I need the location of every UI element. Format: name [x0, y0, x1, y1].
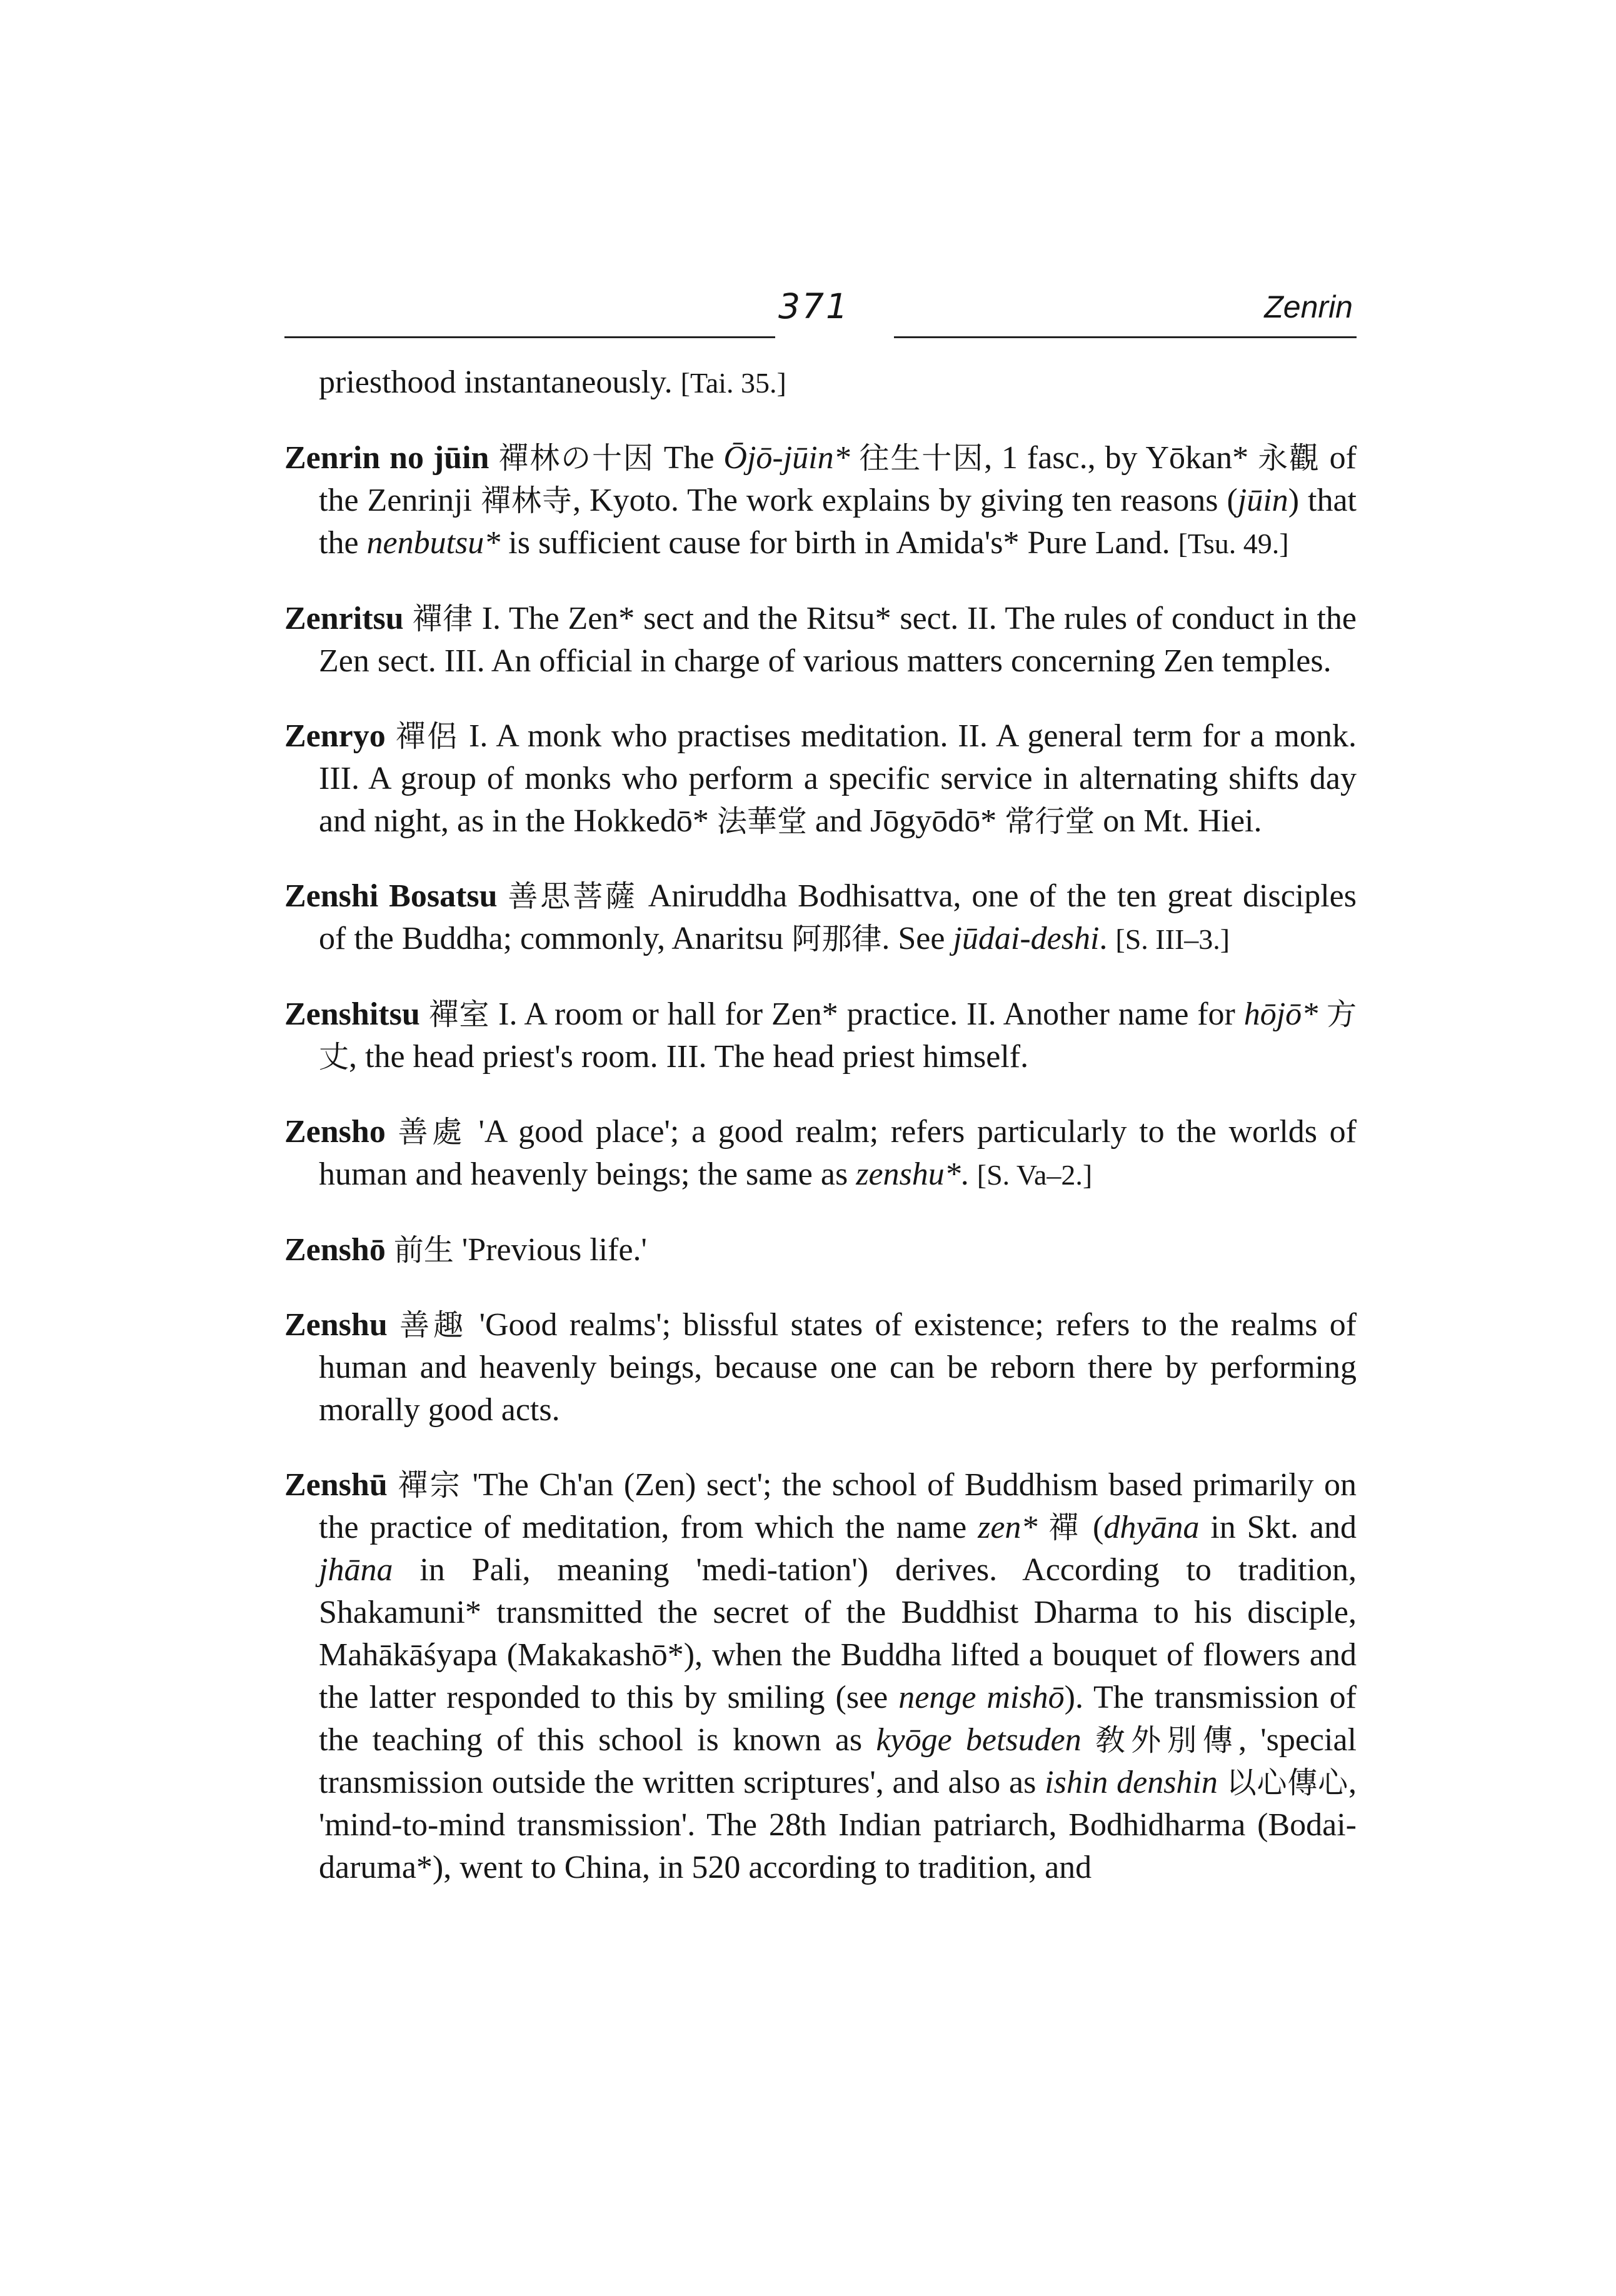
entry-zenrin-no-juin: Zenrin no jūin 禪林の十因 The Ōjō-jūin* 往生十因, 1 fasc., by Yōkan* 永觀 of the Zenrinji 禪林寺, Kyoto. The work explains by giving ten reasons (jūin) that the nenbutsu* is sufficient cause for birth in Amida's* Pure Land. [Tsu. 49.]: [284, 440, 1357, 561]
headword: Zenshū: [284, 1467, 388, 1503]
running-head: Zenrin: [1264, 289, 1353, 324]
headword-kanji: 禪林の十因: [498, 441, 655, 476]
headword: Zenshi Bosatsu: [284, 878, 498, 914]
headword: Zenrin no jūin: [284, 440, 489, 476]
headword: Zenritsu: [284, 601, 404, 636]
header-rule-left: [284, 336, 775, 338]
entry-zensho-previous-life: Zenshō 前生 'Previous life.': [284, 1232, 647, 1268]
headword-kanji: 禪室: [428, 997, 490, 1032]
headword-kanji: 前生: [393, 1233, 454, 1268]
headword-kanji: 禪宗: [398, 1468, 463, 1503]
entry-zensho: Zensho 善處 'A good place'; a good realm; refers particularly to the worlds of human and heavenly beings; the same as zenshu*. [S. Va–2.]: [284, 1114, 1357, 1192]
dictionary-text: [284, 361, 1357, 1900]
page-header: [284, 274, 1357, 343]
entry-zenshu-sect: Zenshū 禪宗 'The Ch'an (Zen) sect'; the school of Buddhism based primarily on the practice of meditation, from which the name zen* 禪 (dhyāna in Skt. and jhāna in Pali, meaning 'medi-tation') derives. According to tradition, Shakamuni* transmitted the secret of the Buddhist Dharma to his disciple, Mahākāśyapa (Makakashō*), when the Buddha lifted a bouquet of flowers and the latter responded to this by smiling (see nenge mishō). The transmission of the teaching of this school is known as kyōge betsuden 敎外別傳, 'special transmission outside the written scriptures', and also as ishin denshin 以心傳心, 'mind-to-mind transmission'. The 28th Indian patriarch, Bodhidharma (Bodai-daruma*), went to China, in 520 according to tradition, and: [284, 1467, 1357, 1885]
entry-zenshitsu: Zenshitsu 禪室 I. A room or hall for Zen* practice. II. Another name for hōjō* 方丈, the head priest's room. III. The head priest himself.: [284, 996, 1357, 1075]
headword: Zenryo: [284, 718, 386, 754]
headword: Zenshu: [284, 1307, 388, 1343]
entry-zenritsu: Zenritsu 禪律 I. The Zen* sect and the Ritsu* sect. II. The rules of conduct in the Zen sect. III. An official in charge of various matters concerning Zen temples.: [284, 601, 1357, 679]
page-number: 371: [778, 286, 850, 326]
headword: Zensho: [284, 1114, 386, 1150]
entry-zenshi-bosatsu: Zenshi Bosatsu 善思菩薩 Aniruddha Bodhisattva, one of the ten great disciples of the Buddha; commonly, Anaritsu 阿那律. See jūdai-deshi. [S. III–3.]: [284, 878, 1357, 956]
header-rule-right: [894, 336, 1357, 338]
headword-kanji: 禪律: [412, 601, 473, 636]
headword-kanji: 禪侶: [395, 719, 459, 754]
entry-zenshu: Zenshu 善趣 'Good realms'; blissful states of existence; refers to the realms of human and heavenly beings, because one can be reborn there by performing morally good acts.: [284, 1307, 1357, 1428]
continuation-text: priesthood instantaneously. [Tai. 35.]: [319, 364, 786, 400]
entry-zenryo: Zenryo 禪侶 I. A monk who practises meditation. II. A general term for a monk. III. A group of monks who perform a specific service in alternating shifts day and night, as in the Hokkedō* 法華堂 and Jōgyōdō* 常行堂 on Mt. Hiei.: [284, 718, 1357, 839]
headword: Zenshitsu: [284, 996, 420, 1032]
headword-kanji: 善趣: [399, 1308, 468, 1343]
headword: Zenshō: [284, 1232, 386, 1268]
headword-kanji: 善處: [398, 1115, 466, 1150]
headword-kanji: 善思菩薩: [508, 879, 638, 914]
